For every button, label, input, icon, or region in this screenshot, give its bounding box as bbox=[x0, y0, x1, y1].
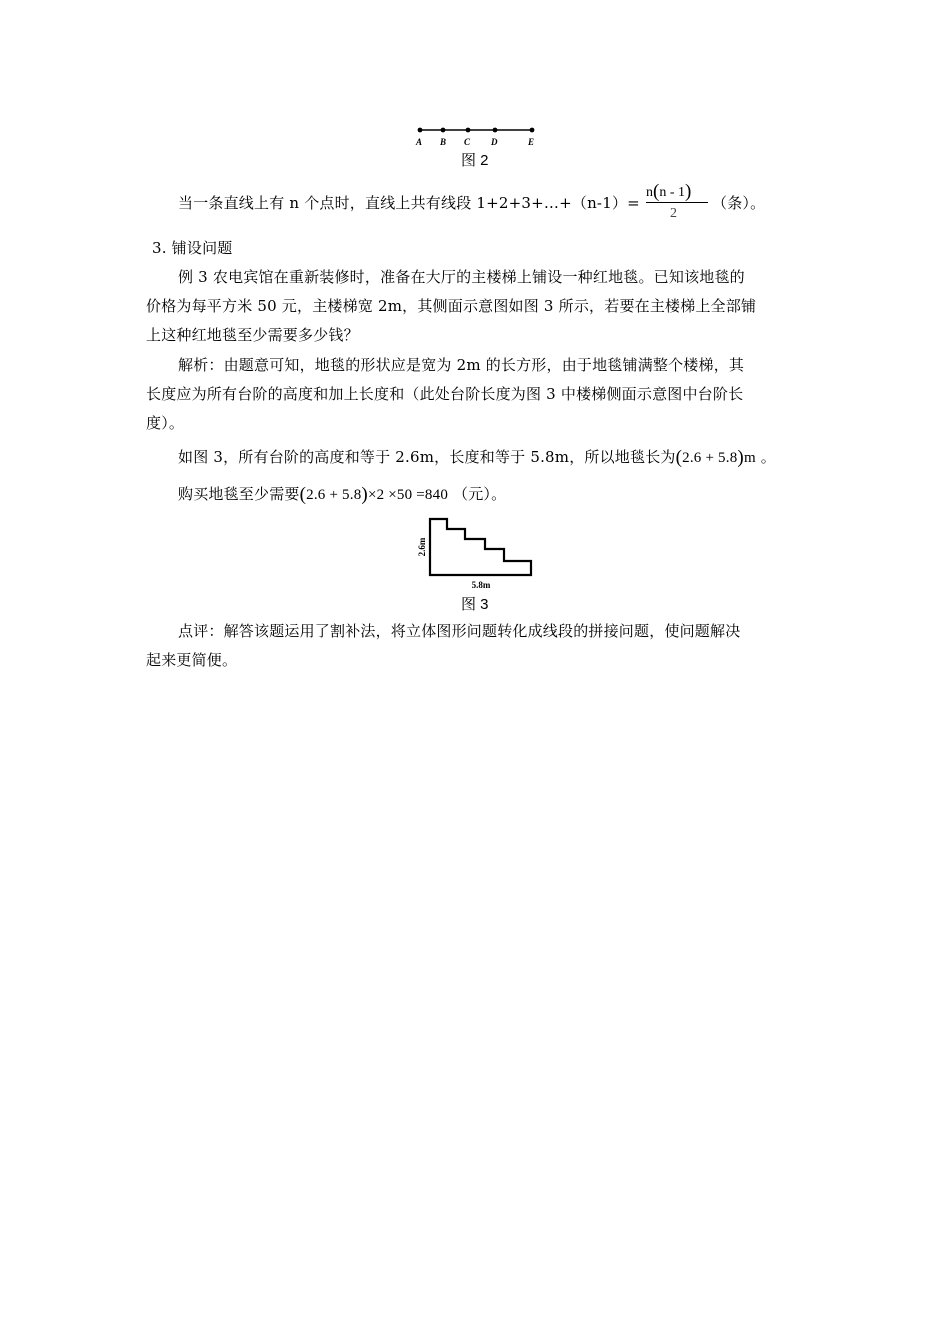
comment-line-2: 起来更简便。 bbox=[146, 651, 238, 669]
figure3-staircase-diagram bbox=[413, 515, 539, 593]
cost-expression-rest: ×2 ×50 =840 bbox=[367, 487, 449, 503]
line-segments-sentence-prefix: 当一条直线上有 n 个点时，直线上共有线段 1+2+3+…+（n-1）= bbox=[178, 194, 640, 212]
length-expression bbox=[675, 447, 756, 468]
analysis-line-3: 度）。 bbox=[146, 414, 185, 432]
figure2-label-b: B bbox=[440, 137, 447, 147]
figure2-point-c bbox=[466, 128, 471, 133]
fraction-numerator-n: n bbox=[646, 185, 653, 200]
analysis-line-1: 解析：由题意可知，地毯的形状应是宽为 2m 的长方形，由于地毯铺满整个楼梯，其 bbox=[178, 356, 745, 374]
length-unit: m bbox=[743, 450, 756, 466]
figure2-point-b bbox=[441, 128, 446, 133]
figure2-point-e bbox=[530, 128, 535, 133]
length-line-prefix: 如图 3，所有台阶的高度和等于 2.6m，长度和等于 5.8m，所以地毯长为 bbox=[178, 448, 676, 466]
figure2-point-d bbox=[493, 128, 498, 133]
length-line bbox=[178, 442, 776, 473]
cost-expression-inner: 2.6 + 5.8 bbox=[306, 487, 362, 503]
open-paren: ( bbox=[675, 447, 683, 468]
open-paren: ( bbox=[299, 484, 307, 505]
line-segments-sentence-suffix: （条）。 bbox=[712, 194, 766, 212]
fraction-numerator-inner: n - 1 bbox=[659, 185, 685, 200]
figure2-point-a bbox=[418, 128, 423, 133]
cost-line-prefix: 购买地毯至少需要 bbox=[178, 485, 300, 503]
cost-line-suffix: （元）。 bbox=[453, 485, 507, 503]
example-line-3: 上这种红地毯至少需要多少钱？ bbox=[146, 326, 359, 344]
close-paren: ) bbox=[361, 484, 368, 505]
segments-fraction bbox=[646, 180, 708, 226]
length-line-end: 。 bbox=[760, 448, 776, 466]
fraction-bar bbox=[646, 202, 708, 203]
fraction-denominator: 2 bbox=[670, 206, 677, 221]
figure2-caption: 图 2 bbox=[461, 152, 489, 169]
height-label: 2.6m bbox=[417, 537, 427, 557]
example-line-1: 例 3 农电宾馆在重新装修时，准备在大厅的主楼梯上铺设一种红地毯。已知该地毯的 bbox=[178, 268, 745, 286]
figure3-caption: 图 3 bbox=[461, 596, 489, 613]
width-label: 5.8m bbox=[471, 580, 491, 590]
close-paren: ) bbox=[737, 447, 744, 468]
close-paren: ) bbox=[685, 181, 692, 202]
figure2-label-d: D bbox=[491, 137, 498, 147]
figure2-label-c: C bbox=[464, 137, 471, 147]
fraction-numerator bbox=[646, 180, 691, 202]
open-paren: ( bbox=[653, 181, 660, 202]
figure2-label-a: A bbox=[416, 137, 423, 147]
cost-line bbox=[178, 479, 506, 510]
length-expression-inner: 2.6 + 5.8 bbox=[682, 450, 738, 466]
cost-expression bbox=[299, 484, 449, 505]
figure2-label-e: E bbox=[528, 137, 535, 147]
example-line-2: 价格为每平方米 50 元，主楼梯宽 2m，其侧面示意图如图 3 所示，若要在主楼梯上全部铺 bbox=[146, 297, 757, 315]
section-heading: 3. 铺设问题 bbox=[152, 239, 233, 257]
figure2-line-diagram bbox=[410, 122, 550, 150]
staircase-outline bbox=[430, 519, 531, 575]
analysis-line-2: 长度应为所有台阶的高度和加上长度和（此处台阶长度为图 3 中楼梯侧面示意图中台阶长 bbox=[146, 385, 744, 403]
comment-line-1: 点评：解答该题运用了割补法，将立体图形问题转化成线段的拼接问题，使问题解决 bbox=[178, 622, 741, 640]
